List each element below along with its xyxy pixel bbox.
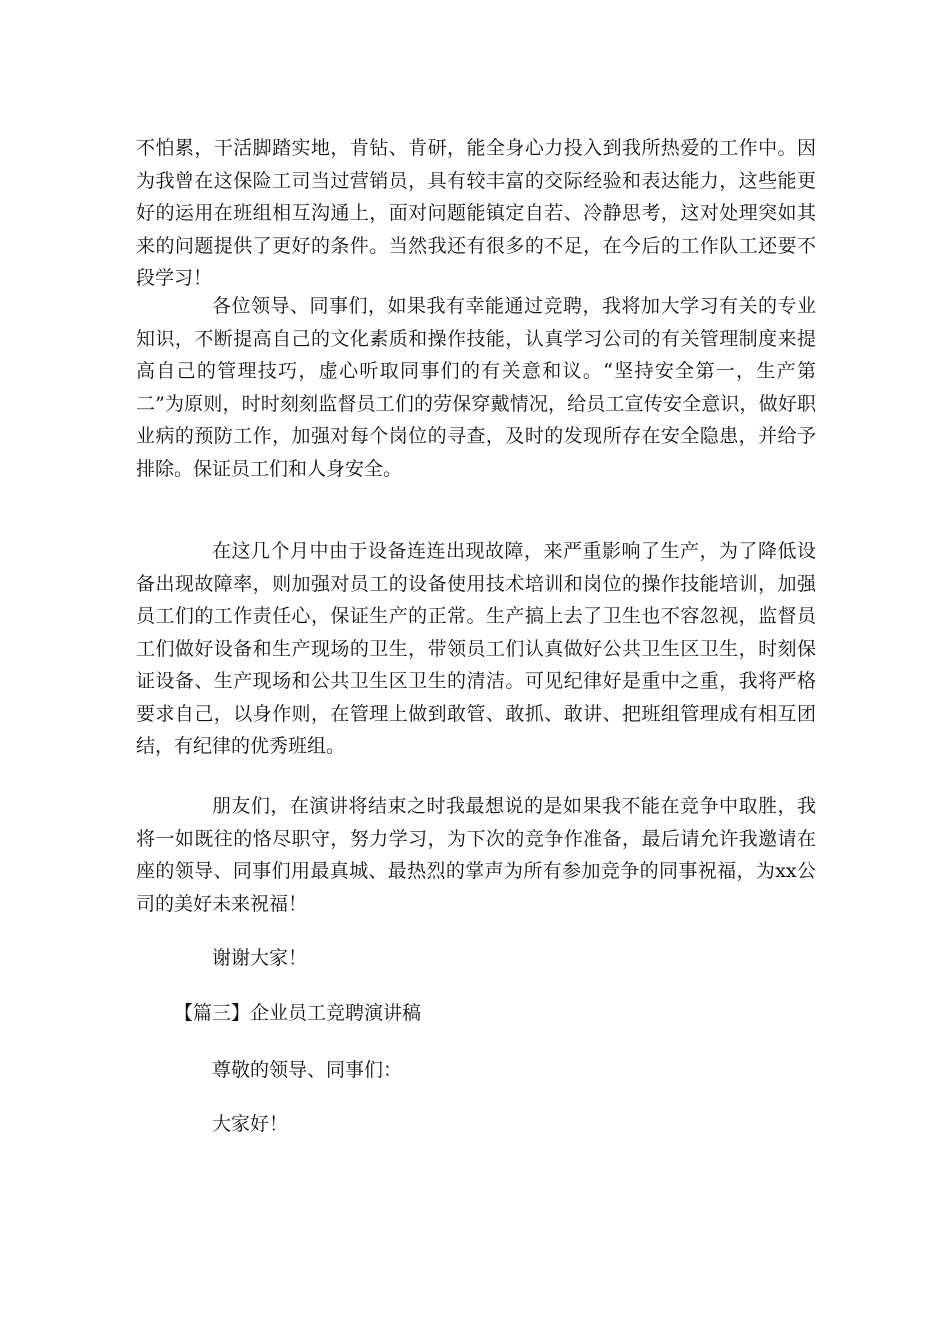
thanks-line: 谢谢大家！: [212, 947, 308, 969]
greeting-line: 大家好！: [212, 1113, 289, 1135]
paragraph-1: 不怕累，干活脚踏实地，肯钻、肯研，能全身心力投入到我所热爱的工作中。因为我曾在这保险工司当过营销员，具有较丰富的交际经验和表达能力，这些能更好的运用在班组相互沟通上，面对问题能镇定自若、冷静思考，这对处理突如其来的问题提供了更好的条件。当然我还有很多的不足，在今后的工作队工还要不段学习！: [136, 137, 816, 289]
paragraph-2: 各位领导、同事们，如果我有幸能通过竞聘，我将加大学习有关的专业知识，不断提高自己的文化素质和操作技能，认真学习公司的有关管理制度来提高自己的管理技巧，虚心听取同事们的有关意和议。“坚持安全第一，生产第二”为原则，时时刻刻监督员工们的劳保穿戴情况，给员工宣传安全意识，做好职业病的预防工作，加强对每个岗位的寻查，及时的发现所存在安全隐患，并给予排除。保证员工们和人身安全。: [136, 295, 816, 480]
salutation-line: 尊敬的领导、同事们：: [212, 1059, 403, 1081]
section-heading: 【篇三】企业员工竞聘演讲稿: [174, 1002, 422, 1024]
paragraph-3: 在这几个月中由于设备连连出现故障，来严重影响了生产，为了降低设备出现故障率，则加强对员工的设备使用技术培训和岗位的操作技能培训，加强员工们的工作责任心，保证生产的正常。生产搞上去了卫生也不容忽视，监督员工们做好设备和生产现场的卫生，带领员工们认真做好公共卫生区卫生，时刻保证设备、生产现场和公共卫生区卫生的清洁。可见纪律好是重中之重，我将严格要求自己，以身作则，在管理上做到敢管、敢抓、敢讲、把班组管理成有相互团结，有纪律的优秀班组。: [136, 540, 816, 757]
paragraph-4: 朋友们，在演讲将结束之时我最想说的是如果我不能在竞争中取胜，我将一如既往的恪尽职守，努力学习，为下次的竞争作准备，最后请允许我邀请在座的领导、同事们用最真城、最热烈的掌声为所有参加竞争的同事祝福，为xx公司的美好未来祝福！: [136, 795, 816, 915]
